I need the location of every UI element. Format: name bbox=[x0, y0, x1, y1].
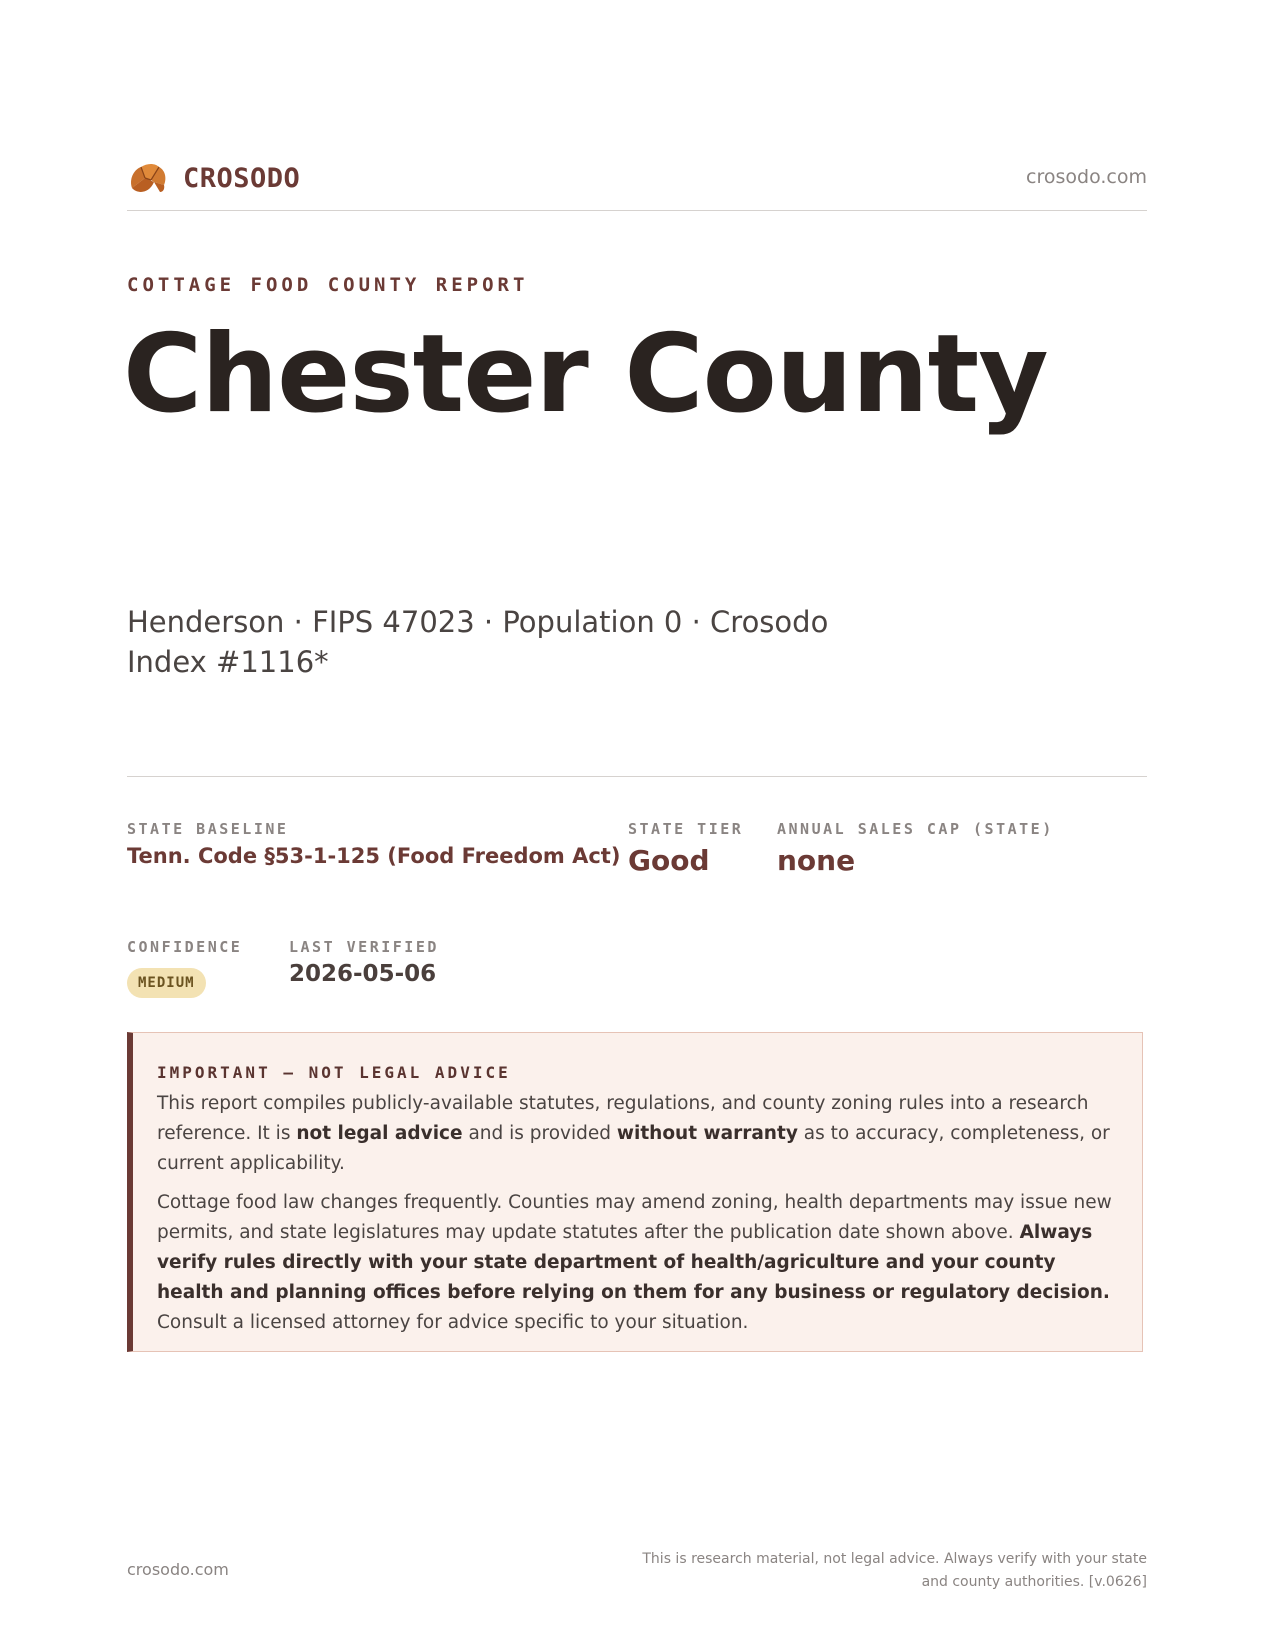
confidence-badge: MEDIUM bbox=[127, 968, 206, 998]
disclaimer-text: and is provided bbox=[462, 1123, 617, 1144]
brand[interactable] bbox=[127, 158, 300, 198]
croissant-icon bbox=[127, 158, 169, 198]
disclaimer-emphasis: Always verify rules directly with your state department of health/agriculture and your county health and planning offices before relying on them for any business or regulatory decision. bbox=[157, 1222, 1110, 1303]
page-header bbox=[127, 158, 1147, 211]
disclaimer-emphasis: not legal advice bbox=[296, 1123, 463, 1144]
footer-disclaimer-line: This is research material, not legal advice. Always verify with your state bbox=[642, 1551, 1147, 1567]
disclaimer-text: This report compiles publicly-available statutes, regulations, and county zoning rules into a research reference. It is bbox=[157, 1093, 1089, 1144]
footer-disclaimer bbox=[627, 1548, 1147, 1594]
section-divider bbox=[127, 776, 1147, 777]
footer-disclaimer-line: and county authorities. [v.0626] bbox=[921, 1574, 1147, 1590]
disclaimer-paragraph-2 bbox=[157, 1188, 1117, 1338]
header-url-link[interactable]: crosodo.com bbox=[1026, 166, 1147, 188]
page-title: Chester County bbox=[123, 312, 1048, 437]
legal-disclaimer-box bbox=[127, 1032, 1143, 1352]
disclaimer-emphasis: without warranty bbox=[616, 1123, 798, 1144]
county-subtitle: Henderson · FIPS 47023 · Population 0 · Crosodo Index #1116* bbox=[127, 605, 829, 679]
sales-cap-value: none bbox=[777, 844, 856, 877]
report-page bbox=[123, 0, 1147, 1650]
report-eyebrow: COTTAGE FOOD COUNTY REPORT bbox=[127, 274, 529, 296]
last-verified-label: LAST VERIFIED bbox=[289, 938, 439, 956]
last-verified-value: 2026-05-06 bbox=[289, 961, 437, 987]
state-tier-label: STATE TIER bbox=[628, 820, 744, 838]
disclaimer-paragraph-1 bbox=[157, 1089, 1117, 1179]
state-baseline-value: Tenn. Code §53-1-125 (Food Freedom Act) bbox=[127, 844, 621, 868]
disclaimer-text: Consult a licensed attorney for advice specific to your situation. bbox=[157, 1312, 749, 1333]
disclaimer-title: IMPORTANT — NOT LEGAL ADVICE bbox=[157, 1063, 511, 1082]
state-baseline-label: STATE BASELINE bbox=[127, 820, 289, 838]
footer-url-link[interactable]: crosodo.com bbox=[127, 1560, 229, 1579]
disclaimer-text: as to accuracy, completeness, or current applicability. bbox=[157, 1123, 1110, 1174]
sales-cap-label: ANNUAL SALES CAP (STATE) bbox=[777, 820, 1054, 838]
brand-name: CROSODO bbox=[183, 162, 301, 194]
disclaimer-body bbox=[157, 1089, 1117, 1347]
state-tier-value: Good bbox=[628, 844, 710, 877]
disclaimer-text: Cottage food law changes frequently. Counties may amend zoning, health departments may issue new permits, and state legislatures may update statutes after the publication date shown above. bbox=[157, 1192, 1112, 1243]
confidence-label: CONFIDENCE bbox=[127, 938, 243, 956]
